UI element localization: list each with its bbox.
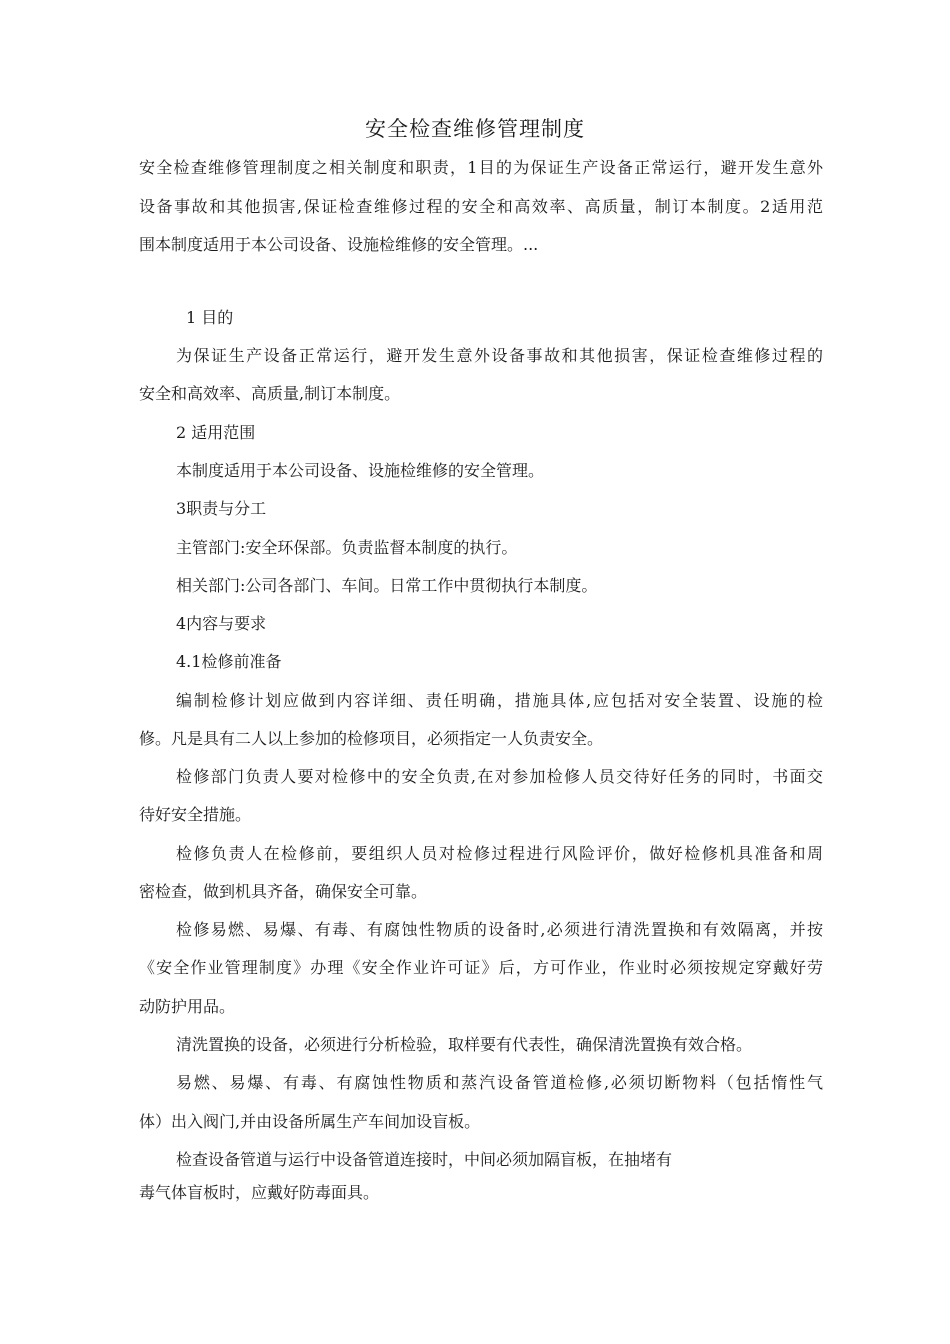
paragraph-line: 本制度适用于本公司设备、设施检维修的安全管理。 xyxy=(176,461,545,480)
paragraph-line: 编制检修计划应做到内容详细、责任明确，措施具体,应包括对安全装置、设施的检 xyxy=(176,691,823,710)
summary-line: 围本制度适用于本公司设备、设施检维修的安全管理。... xyxy=(139,235,539,254)
paragraph-line: 检修部门负责人要对检修中的安全负责,在对参加检修人员交待好任务的同时，书面交 xyxy=(176,767,823,786)
section-heading: 2 适用范围 xyxy=(176,423,256,442)
paragraph-line: 易燃、易爆、有毒、有腐蚀性物质和蒸汽设备管道检修,必须切断物料（包括惰性气 xyxy=(176,1073,823,1092)
subsection-heading: 4.1检修前准备 xyxy=(176,652,282,671)
paragraph-line: 毒气体盲板时，应戴好防毒面具。 xyxy=(139,1183,380,1202)
section-heading: 1 目的 xyxy=(186,308,234,327)
section-heading: 4内容与要求 xyxy=(176,614,267,633)
paragraph-line: 密检查，做到机具齐备，确保安全可靠。 xyxy=(139,882,428,901)
summary-line: 安全检查维修管理制度之相关制度和职责，1目的为保证生产设备正常运行，避开发生意外 xyxy=(139,158,823,177)
paragraph-line: 《安全作业管理制度》办理《安全作业许可证》后，方可作业，作业时必须按规定穿戴好劳 xyxy=(139,958,823,977)
paragraph-line: 检查设备管道与运行中设备管道连接时，中间必须加隔盲板，在抽堵有 xyxy=(176,1150,673,1169)
paragraph-line: 为保证生产设备正常运行，避开发生意外设备事故和其他损害，保证检查维修过程的 xyxy=(176,346,823,365)
section-heading: 3职责与分工 xyxy=(176,499,267,518)
paragraph-line: 安全和高效率、高质量,制订本制度。 xyxy=(139,384,401,403)
summary-line: 设备事故和其他损害,保证检查维修过程的安全和高效率、高质量，制订本制度。2适用范 xyxy=(139,197,823,216)
paragraph-line: 修。凡是具有二人以上参加的检修项目，必须指定一人负责安全。 xyxy=(139,729,604,748)
paragraph-line: 清洗置换的设备，必须进行分析检验，取样要有代表性，确保清洗置换有效合格。 xyxy=(176,1035,753,1054)
paragraph-line: 动防护用品。 xyxy=(139,997,236,1016)
paragraph-line: 相关部门:公司各部门、车间。日常工作中贯彻执行本制度。 xyxy=(176,576,598,595)
paragraph-line: 体）出入阀门,并由设备所属生产车间加设盲板。 xyxy=(139,1112,481,1131)
paragraph-line: 主管部门:安全环保部。负责监督本制度的执行。 xyxy=(176,538,518,557)
paragraph-line: 检修负责人在检修前，要组织人员对检修过程进行风险评价，做好检修机具准备和周 xyxy=(176,844,823,863)
document-title: 安全检查维修管理制度 xyxy=(365,117,585,141)
paragraph-line: 检修易燃、易爆、有毒、有腐蚀性物质的设备时,必须进行清洗置换和有效隔离，并按 xyxy=(176,920,823,939)
paragraph-line: 待好安全措施。 xyxy=(139,805,252,824)
